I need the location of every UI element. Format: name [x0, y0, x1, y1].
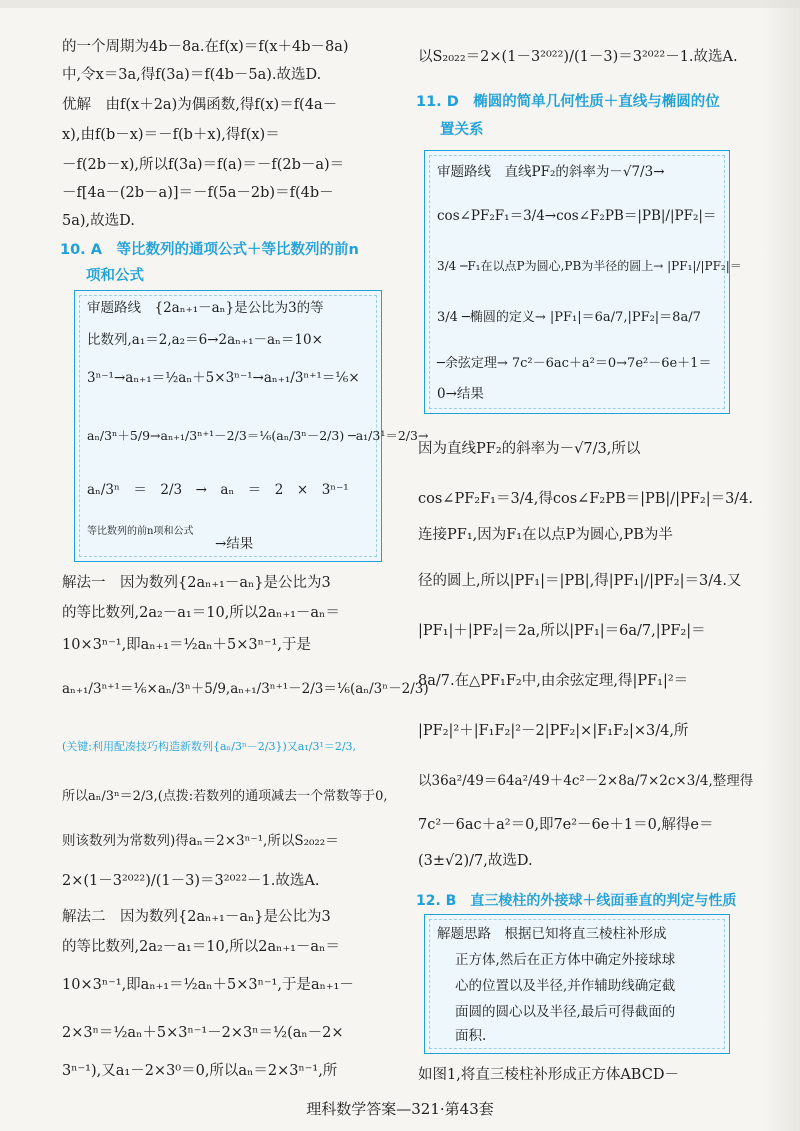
- q12-heading: 12. B 直三棱柱的外接球＋线面垂直的判定与性质: [416, 893, 737, 909]
- q11-text-line: cos∠PF₂F₁＝3/4,得cos∠F₂PB＝|PB|/|PF₂|＝3/4.: [418, 491, 754, 507]
- solution-1-line: 10×3ⁿ⁻¹,即aₙ₊₁＝½aₙ＋5×3ⁿ⁻¹,于是: [62, 637, 311, 653]
- box-line: aₙ/3ⁿ＋5/9→aₙ₊₁/3ⁿ⁺¹－2/3＝⅙(aₙ/3ⁿ－2/3) ─a₁/3¹＝2/3→: [87, 428, 429, 443]
- text-line: 中,令x＝3a,得f(3a)＝f(4b－5a).故选D.: [62, 67, 322, 83]
- solution-1-line: 所以aₙ/3ⁿ＝2/3,(点拨:若数列的通项减去一个常数等于0,: [62, 789, 388, 804]
- box-line: 3/4 ─F₁在以点P为圆心,PB为半径的圆上→ |PF₁|/|PF₂|＝: [437, 259, 742, 273]
- solution-2-line: 解法二 因为数列{2aₙ₊₁－aₙ}是公比为3: [62, 909, 331, 925]
- q11-heading-cont: 置关系: [440, 122, 484, 138]
- q10-analysis-box: [74, 290, 429, 562]
- solution-1-line: (关键:利用配凑技巧构造新数列{aₙ/3ⁿ－2/3})又a₁/3¹＝2/3,: [62, 740, 357, 753]
- q12-idea-box: [424, 914, 730, 1054]
- solution-1-line: 的等比数列,2a₂－a₁＝10,所以2aₙ₊₁－aₙ＝: [62, 605, 340, 621]
- box-line: 正方体,然后在正方体中确定外接球球: [455, 952, 676, 968]
- box-line: ─余弦定理→ 7c²－6ac＋a²＝0→7e²－6e＋1＝: [437, 356, 712, 371]
- box-line: 3ⁿ⁻¹→aₙ₊₁＝½aₙ＋5×3ⁿ⁻¹→aₙ₊₁/3ⁿ⁺¹＝⅙×: [87, 370, 360, 386]
- box-line: 面积.: [455, 1028, 487, 1044]
- box-line: 等比数列的前n项和公式: [87, 526, 194, 537]
- q10-heading-cont: 项和公式: [86, 268, 144, 284]
- text-line: －f[4a－(2b－a)]＝－f(5a－2b)＝f(4b－: [62, 185, 334, 201]
- q11-text-line: 径的圆上,所以|PF₁|＝|PB|,得|PF₁|/|PF₂|＝3/4.又: [418, 573, 742, 589]
- box-line: 比数列,a₁＝2,a₂＝6→2aₙ₊₁－aₙ＝10×: [87, 332, 323, 348]
- solution-1-line: 解法一 因为数列{2aₙ₊₁－aₙ}是公比为3: [62, 575, 331, 591]
- box-line: 面圆的圆心以及半径,最后可得截面的: [455, 1004, 676, 1020]
- page-fold-shadow: [764, 0, 800, 1131]
- solution-1-line: 2×(1－3²⁰²²)/(1－3)＝3²⁰²²－1.故选A.: [62, 873, 320, 889]
- q11-text-line: 连接PF₁,因为F₁在以点P为圆心,PB为半: [418, 527, 673, 543]
- q11-text-line: |PF₁|＋|PF₂|＝2a,所以|PF₁|＝6a/7,|PF₂|＝: [418, 623, 706, 639]
- box-line: 审题路线 直线PF₂的斜率为－√7/3→: [437, 164, 665, 180]
- solution-2-line: 的等比数列,2a₂－a₁＝10,所以2aₙ₊₁－aₙ＝: [62, 939, 340, 955]
- text-line: 的一个周期为4b－8a.在f(x)＝f(x＋4b－8a): [62, 39, 349, 55]
- box-line: 3/4 ─椭圆的定义→ |PF₁|＝6a/7,|PF₂|＝8a/7: [437, 310, 701, 325]
- left-column: [60, 0, 429, 1085]
- q11-heading: 11. D 椭圆的简单几何性质＋直线与椭圆的位: [416, 94, 720, 110]
- q11-text-line: 因为直线PF₂的斜率为－√7/3,所以: [418, 441, 641, 457]
- page-footer: 理科数学答案—321·第43套: [306, 1100, 494, 1118]
- q11-text-line: 8a/7.在△PF₁F₂中,由余弦定理,得|PF₁|²＝: [418, 673, 689, 689]
- q11-text-line: (3±√2)/7,故选D.: [418, 853, 533, 869]
- box-line: 心的位置以及半径,并作辅助线确定截: [455, 978, 676, 994]
- box-line: 解题思路 根据已知将直三棱柱补形成: [437, 926, 667, 942]
- box-line: 审题路线 {2aₙ₊₁－aₙ}是公比为3的等: [87, 300, 324, 316]
- text-line: x),由f(b－x)＝－f(b＋x),得f(x)＝: [62, 127, 280, 143]
- box-line: →结果: [215, 536, 254, 552]
- text-line: －f(2b－x),所以f(3a)＝f(a)＝－f(2b－a)＝: [62, 157, 345, 173]
- q11-text-line: |PF₂|²＋|F₁F₂|²－2|PF₂|×|F₁F₂|×3/4,所: [418, 723, 689, 739]
- box-line: cos∠PF₂F₁＝3/4→cos∠F₂PB＝|PB|/|PF₂|＝: [437, 208, 717, 224]
- q11-analysis-box: [424, 150, 742, 414]
- q11-text-line: 7c²－6ac＋a²＝0,即7e²－6e＋1＝0,解得e＝: [418, 817, 714, 833]
- text-line: 优解 由f(x＋2a)为偶函数,得f(x)＝f(4a－: [62, 97, 338, 113]
- q10-heading: 10. A 等比数列的通项公式＋等比数列的前n: [60, 242, 359, 258]
- text-line: 如图1,将直三棱柱补形成正方体ABCD－: [418, 1067, 679, 1083]
- right-column: [416, 0, 754, 1085]
- solution-1-line: 则该数列为常数列)得aₙ＝2×3ⁿ⁻¹,所以S₂₀₂₂＝: [62, 833, 339, 849]
- text-line: 5a),故选D.: [62, 213, 135, 229]
- solution-2-line: 10×3ⁿ⁻¹,即aₙ₊₁＝½aₙ＋5×3ⁿ⁻¹,于是aₙ₊₁－: [62, 977, 354, 993]
- solution-2-line: 2×3ⁿ＝½aₙ＋5×3ⁿ⁻¹－2×3ⁿ＝½(aₙ－2×: [62, 1025, 344, 1041]
- q11-text-line: 以36a²/49＝64a²/49＋4c²－2×8a/7×2c×3/4,整理得: [418, 773, 754, 789]
- solution-2-line: 3ⁿ⁻¹),又a₁－2×3⁰＝0,所以aₙ＝2×3ⁿ⁻¹,所: [62, 1063, 338, 1079]
- box-line: 0→结果: [437, 386, 484, 402]
- solution-1-line: aₙ₊₁/3ⁿ⁺¹＝⅙×aₙ/3ⁿ＋5/9,aₙ₊₁/3ⁿ⁺¹－2/3＝⅙(aₙ/3ⁿ－2/3): [62, 681, 429, 697]
- text-line: 以S₂₀₂₂＝2×(1－3²⁰²²)/(1－3)＝3²⁰²²－1.故选A.: [418, 49, 738, 65]
- box-line: aₙ/3ⁿ ＝ 2/3 → aₙ ＝ 2 × 3ⁿ⁻¹: [87, 482, 349, 498]
